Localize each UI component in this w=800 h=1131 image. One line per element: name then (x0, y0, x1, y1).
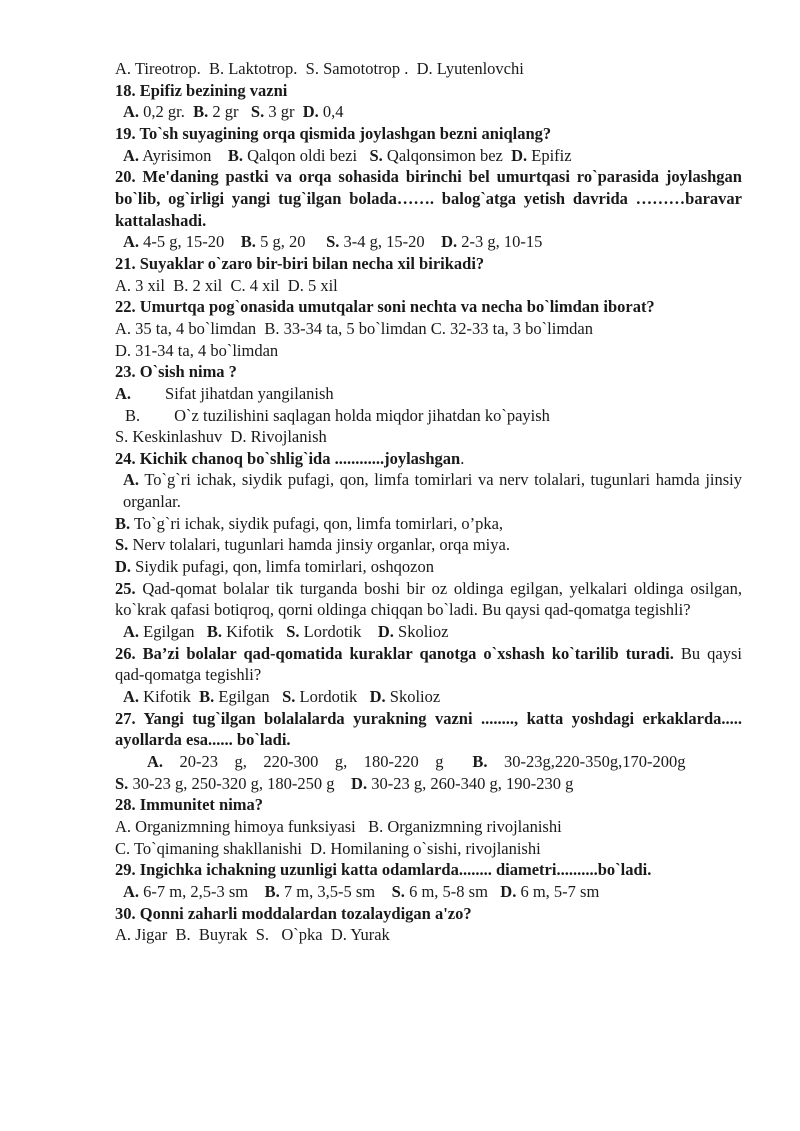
text: 6 m, 5-7 sm (516, 881, 600, 901)
bold-text: D. (369, 687, 386, 707)
text: Sifat jihatdan yangilanish (165, 383, 334, 403)
text: 3 gr (264, 102, 303, 122)
text: 0,2 gr. (139, 102, 194, 122)
text: Nerv tolalari, tugunlari hamda jinsiy organlar, orqa miya. (128, 535, 510, 555)
text: Lordotik (299, 622, 378, 642)
text: Egilgan (214, 687, 283, 707)
text: Siydik pufagi, qon, limfa tomirlari, oshqozon (131, 557, 434, 577)
bold-text: A. (123, 622, 140, 642)
bold-text: S. (286, 622, 300, 642)
question-line: 20. Me'daning pastki va orqa sohasida birinchi bel umurtqasi ro`parasida joylashgan bo`lib, og`irligi yangi tug`ilgan bolada……. balog`atga yetish davrida ………baravar kattalashadi. (115, 167, 742, 230)
bold-text: B. (199, 687, 215, 707)
answer-line (115, 405, 742, 427)
text: 6 m, 5-8 sm (404, 881, 501, 901)
answer-line (115, 231, 742, 253)
question-line: 27. Yangi tug`ilgan bolalalarda yurakning vazni ........, katta yoshdagi erkaklarda..... ayollarda esa...... bo`ladi. (115, 708, 742, 750)
text: Qad-qomat bolalar tik turganda boshi bir oz oldinga egilgan, yelkalari oldinga osilgan, ko`krak qafasi botiqroq, qorni oldinga chiqqan bo`ladi. Bu qaysi qad-qomatga tegishli? (115, 578, 747, 620)
answer-line (115, 643, 747, 686)
bold-text: A. (123, 232, 140, 252)
answer-line (115, 838, 742, 860)
answer-line (115, 578, 747, 621)
question-line: 29. Ingichka ichakning uzunligi katta odamlarda........ diametri..........bo`ladi. (115, 860, 652, 880)
bold-text: S. (115, 773, 129, 793)
bold-text: S. (115, 535, 129, 555)
text: 30-23 g, 260-340 g, 190-230 g (367, 773, 574, 793)
bold-text: D. (302, 102, 319, 122)
answer-line (115, 145, 742, 167)
text: D. 31-34 ta, 4 bo`limdan (115, 340, 279, 360)
text: A. Organizmning himoya funksiyasi B. Organizmning rivojlanishi (115, 816, 562, 836)
bold-text: S. (326, 232, 340, 252)
question-line: 18. Epifiz bezining vazni (115, 80, 288, 100)
bold-text: B. (193, 102, 209, 122)
text: To`g`ri ichak, siydik pufagi, qon, limfa tomirlari va nerv tolalari, tugunlari hamda jinsiy organlar. (123, 470, 747, 512)
bold-text: B. (472, 752, 488, 771)
bold-text: 24. Kichik chanoq bo`shlig`ida ............joylashgan (115, 448, 461, 468)
text: 30-23 g, 250-320 g, 180-250 g (128, 773, 352, 793)
text: A. Tireotrop. B. Laktotrop. S. Samototrop . D. Lyutenlovchi (115, 59, 524, 78)
answer-line (115, 513, 742, 535)
text: Kifotik (222, 622, 287, 642)
bold-text: A. (115, 383, 132, 403)
text: 3-4 g, 15-20 (339, 232, 442, 252)
bold-text: 25. (115, 578, 136, 598)
bold-text: D. (377, 622, 394, 642)
text: Qalqon oldi bezi (242, 145, 370, 165)
text: Kifotik (139, 687, 200, 707)
text: . (460, 448, 465, 468)
text: Ayrisimon (139, 145, 228, 165)
question-line: 21. Suyaklar o`zaro bir-biri bilan necha xil birikadi? (115, 253, 485, 273)
bold-text: D. (511, 145, 528, 165)
bold-text: A. (123, 145, 140, 165)
answer-line (115, 340, 742, 362)
text: Qalqonsimon bez (382, 145, 512, 165)
bold-text: B. (264, 881, 280, 901)
text: 2 gr (208, 102, 251, 122)
bold-text: D. (115, 557, 132, 577)
test-questions-body (115, 58, 747, 946)
text: 20-23 g, 220-300 g, 180-220 g (163, 752, 473, 771)
bold-text: A. (147, 752, 164, 771)
bold-text: 26. Ba’zi bolalar qad-qomatida kuraklar qanotga o`xshash ko`tarilib turadi. (115, 643, 674, 663)
text: Skolioz (385, 687, 441, 707)
answer-line (115, 318, 742, 340)
text: A. Jigar B. Buyrak S. O`pka D. Yurak (115, 925, 390, 945)
answer-line (115, 383, 742, 405)
answer-line (115, 534, 742, 556)
bold-text: S. (391, 881, 405, 901)
text: Skolioz (393, 622, 449, 642)
answer-line (115, 881, 742, 903)
text: Bu qaysi qad-qomatga tegishli? (115, 643, 747, 685)
question-line: 23. O`sish nima ? (115, 362, 237, 382)
bold-text: B. (240, 232, 256, 252)
text: O`z tuzilishini saqlagan holda miqdor jihatdan ko`payish (174, 405, 550, 425)
text: 6-7 m, 2,5-3 sm (139, 881, 265, 901)
text: 4-5 g, 15-20 (139, 232, 241, 252)
bold-text: S. (282, 687, 296, 707)
answer-line (115, 469, 747, 512)
bold-text: A. (123, 687, 140, 707)
text: B. (125, 405, 141, 425)
bold-text: D. (351, 773, 368, 793)
text: 7 m, 3,5-5 sm (279, 881, 392, 901)
text: Lordotik (295, 687, 370, 707)
question-line: 19. To`sh suyagining orqa qismida joylashgan bezni aniqlang? (115, 123, 552, 143)
answer-line (115, 621, 742, 643)
answer-line (115, 275, 742, 297)
bold-text: B. (227, 145, 243, 165)
bold-text: A. (123, 881, 140, 901)
text: S. Keskinlashuv D. Rivojlanish (115, 427, 327, 447)
text: Epifiz (527, 145, 572, 165)
answer-line (115, 773, 742, 795)
text: A. 35 ta, 4 bo`limdan B. 33-34 ta, 5 bo`limdan C. 32-33 ta, 3 bo`limdan (115, 318, 593, 338)
bold-text: S. (369, 145, 383, 165)
bold-text: D. (500, 881, 517, 901)
text: 0,4 (318, 102, 344, 122)
question-line: 28. Immunitet nima? (115, 795, 264, 815)
answer-line (115, 816, 742, 838)
question-line: 22. Umurtqa pog`onasida umutqalar soni nechta va necha bo`limdan iborat? (115, 297, 655, 317)
answer-line (115, 751, 742, 773)
answer-line (115, 101, 742, 123)
bold-text: D. (441, 232, 458, 252)
bold-text: A. (123, 470, 140, 490)
answer-line (115, 556, 742, 578)
text: 30-23g,220-350g,170-200g (487, 752, 686, 771)
bold-text: B. (206, 622, 223, 642)
answer-line (115, 448, 742, 470)
bold-text: A. (123, 102, 140, 122)
text: 5 g, 20 (255, 232, 327, 252)
text: C. To`qimaning shakllanishi D. Homilaning o`sishi, rivojlanishi (115, 838, 541, 858)
answer-line (115, 686, 742, 708)
question-line: 30. Qonni zaharli moddalardan tozalaydigan a'zo? (115, 903, 472, 923)
text: 2-3 g, 10-15 (457, 232, 543, 252)
bold-text: B. (115, 513, 131, 533)
answer-line (115, 426, 742, 448)
text: To`g`ri ichak, siydik pufagi, qon, limfa tomirlari, o’pka, (130, 513, 504, 533)
text: A. 3 xil B. 2 xil C. 4 xil D. 5 xil (115, 275, 338, 295)
answer-line (115, 58, 742, 80)
answer-line (115, 924, 742, 946)
text: Egilgan (139, 622, 207, 642)
bold-text: S. (250, 102, 265, 122)
